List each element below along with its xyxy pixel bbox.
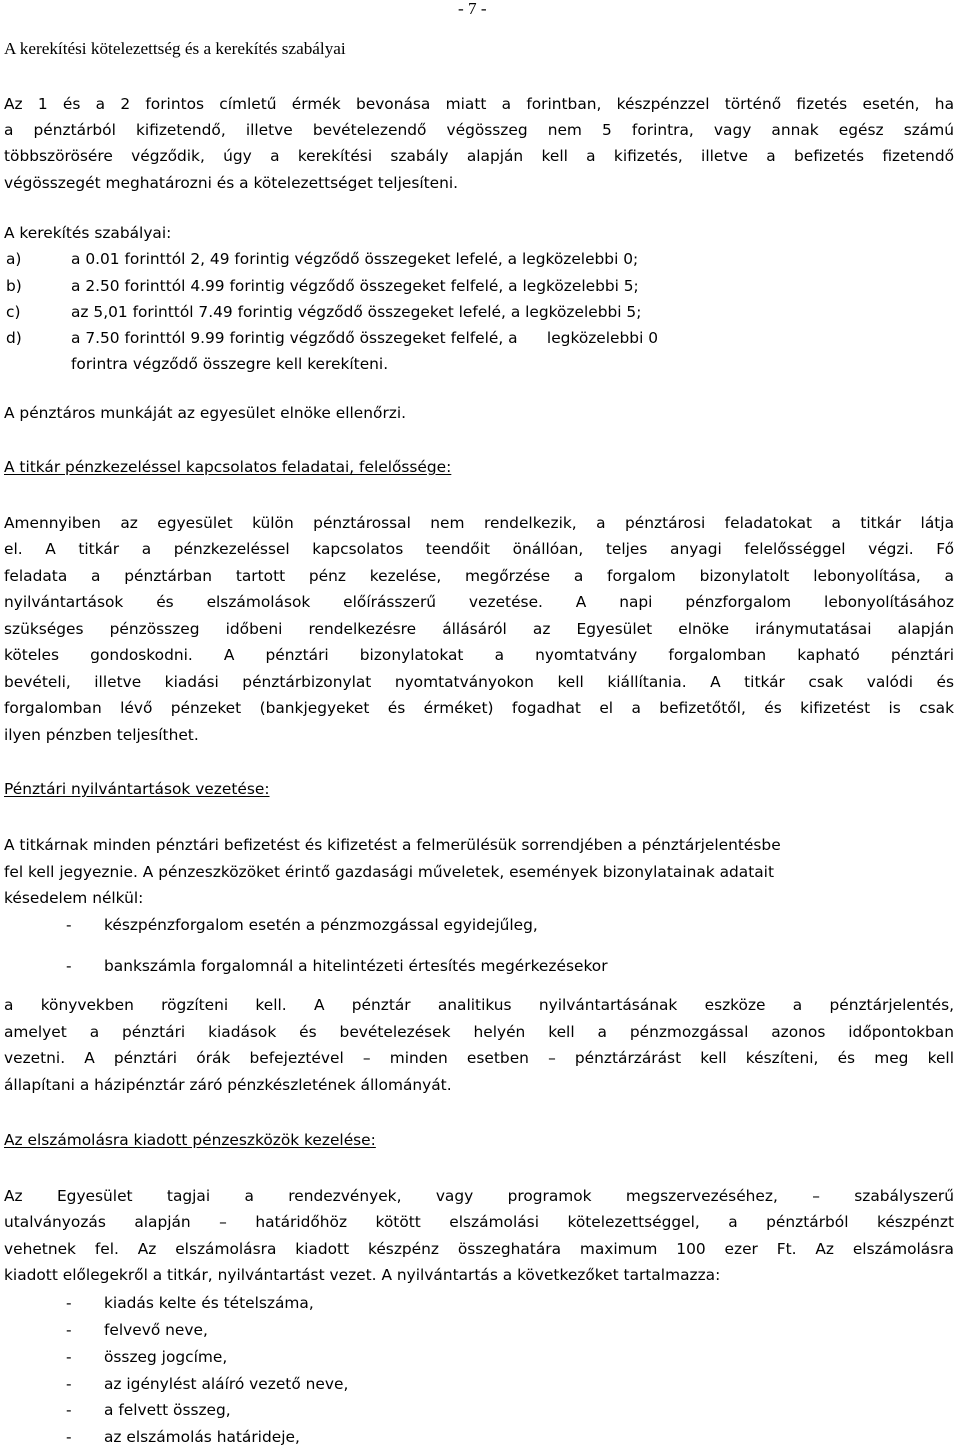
bullet-text: a felvett összeg,: [104, 1401, 231, 1419]
intro-line: többszörösére végződik, úgy a kerekítési szabály alapján kell a kifizetés, illetve a befizetés fizetendő: [4, 147, 954, 165]
bullet-dash: -: [66, 916, 72, 934]
bullet-text: bankszámla forgalomnál a hitelintézeti értesítés megérkezésekor: [104, 957, 608, 975]
page-number: - 7 -: [458, 0, 487, 18]
section-heading-records: Pénztári nyilvántartások vezetése:: [4, 780, 270, 798]
rule-label: c): [6, 303, 21, 321]
bullet-dash: -: [66, 1348, 72, 1366]
rule-text: a 7.50 forinttól 9.99 forintig végződő összegeket felfelé, a legközelebbi 0: [71, 329, 659, 347]
bullet-text: készpénzforgalom esetén a pénzmozgással egyidejűleg,: [104, 916, 538, 934]
records-after-line: a könyvekben rögzíteni kell. A pénztár analitikus nyilvántartásának eszköze a pénztárjelentés,: [4, 996, 954, 1014]
intro-line: Az 1 és a 2 forintos címletű érmék bevonása miatt a forintban, készpénzzel történő fizetés esetén, ha: [4, 95, 954, 113]
rules-title: A kerekítés szabályai:: [4, 224, 172, 242]
intro-line: a pénztárból kifizetendő, illetve bevételezendő végösszeg nem 5 forintra, vagy annak egész számú: [4, 121, 954, 139]
bullet-text: az igénylést aláíró vezető neve,: [104, 1375, 349, 1393]
advances-line: kiadott előlegekről a titkár, nyilvántartást vezet. A nyilvántartás a következőket tartalmazza:: [4, 1266, 721, 1284]
bullet-text: kiadás kelte és tételszáma,: [104, 1294, 314, 1312]
secretary-line: forgalomban lévő pénzeket (bankjegyeket és érméket) fogadhat el a befizetőtől, és kifizetést is csak: [4, 699, 954, 717]
rule-text: az 5,01 forinttól 7.49 forintig végződő összegeket lefelé, a legközelebbi 5;: [71, 303, 642, 321]
secretary-line: Amennyiben az egyesület külön pénztárossal nem rendelkezik, a pénztárosi feladatokat a titkár látja: [4, 514, 954, 532]
secretary-line: el. A titkár a pénzkezeléssel kapcsolatos teendőit önállóan, teljes anyagi felelősséggel végzi. Fő: [4, 540, 954, 558]
rule-text: a 0.01 forinttól 2, 49 forintig végződő összegeket lefelé, a legközelebbi 0;: [71, 250, 639, 268]
records-line: fel kell jegyeznie. A pénzeszközöket érintő gazdasági műveletek, események bizonylatainak adatait: [4, 863, 774, 881]
section-heading-secretary: A titkár pénzkezeléssel kapcsolatos feladatai, felelőssége:: [4, 458, 452, 476]
bullet-dash: -: [66, 957, 72, 975]
bullet-dash: -: [66, 1321, 72, 1339]
secretary-line: szükséges pénzösszeg időbeni rendelkezésre állásáról az Egyesület elnöke iránymutatásai alapján: [4, 620, 954, 638]
advances-line: utalványozás alapján – határidőhöz kötött elszámolási kötelezettséggel, a pénztárból készpénzt: [4, 1213, 954, 1231]
rule-label: a): [6, 250, 22, 268]
section-heading-rounding: A kerekítési kötelezettség és a kerekítés szabályai: [4, 39, 346, 58]
secretary-line: feladata a pénztárban tartott pénz kezelése, megőrzése a forgalom bizonylatolt lebonyolítása, a: [4, 567, 954, 585]
bullet-dash: -: [66, 1294, 72, 1312]
records-after-line: állapítani a házipénztár záró pénzkészletének állományát.: [4, 1076, 452, 1094]
section-heading-advances: Az elszámolásra kiadott pénzeszközök kezelése:: [4, 1131, 376, 1149]
records-line: késedelem nélkül:: [4, 889, 144, 907]
records-after-line: amelyet a pénztári kiadások és bevételezések helyén kell a pénzmozgással azonos időpontokban: [4, 1023, 954, 1041]
bullet-text: összeg jogcíme,: [104, 1348, 228, 1366]
rule-label: b): [6, 277, 22, 295]
cashier-control-text: A pénztáros munkáját az egyesület elnöke ellenőrzi.: [4, 404, 407, 422]
advances-line: Az Egyesület tagjai a rendezvények, vagy programok megszervezéséhez, – szabályszerű: [4, 1187, 954, 1205]
records-line: A titkárnak minden pénztári befizetést és kifizetést a felmerülésük sorrendjében a pénztárjelentésbe: [4, 836, 781, 854]
secretary-line: nyilvántartások és elszámolások előírásszerű vezetése. A napi pénzforgalom lebonyolításához: [4, 593, 954, 611]
bullet-dash: -: [66, 1428, 72, 1446]
advances-line: vehetnek fel. Az elszámolásra kiadott készpénz összeghatára maximum 100 ezer Ft. Az elszámolásra: [4, 1240, 954, 1258]
bullet-dash: -: [66, 1375, 72, 1393]
secretary-line: bevételi, illetve kiadási pénztárbizonylat nyomtatványokon kell kiállítania. A titkár csak valódi és: [4, 673, 954, 691]
secretary-line: köteles gondoskodni. A pénztári bizonylatokat a nyomtatvány forgalomban kapható pénztári: [4, 646, 954, 664]
rule-label: d): [6, 329, 22, 347]
records-after-line: vezetni. A pénztári órák befejeztével – minden esetben – pénztárzárást kell készíteni, és meg kell: [4, 1049, 954, 1067]
bullet-text: felvevő neve,: [104, 1321, 208, 1339]
secretary-line: ilyen pénzben teljesíthet.: [4, 726, 199, 744]
rule-text: a 2.50 forinttól 4.99 forintig végződő összegeket felfelé, a legközelebbi 5;: [71, 277, 639, 295]
rule-continuation: forintra végződő összegre kell kerekíteni.: [71, 355, 389, 373]
bullet-dash: -: [66, 1401, 72, 1419]
bullet-text: az elszámolás határideje,: [104, 1428, 300, 1446]
intro-line: végösszegét meghatározni és a kötelezettséget teljesíteni.: [4, 174, 459, 192]
